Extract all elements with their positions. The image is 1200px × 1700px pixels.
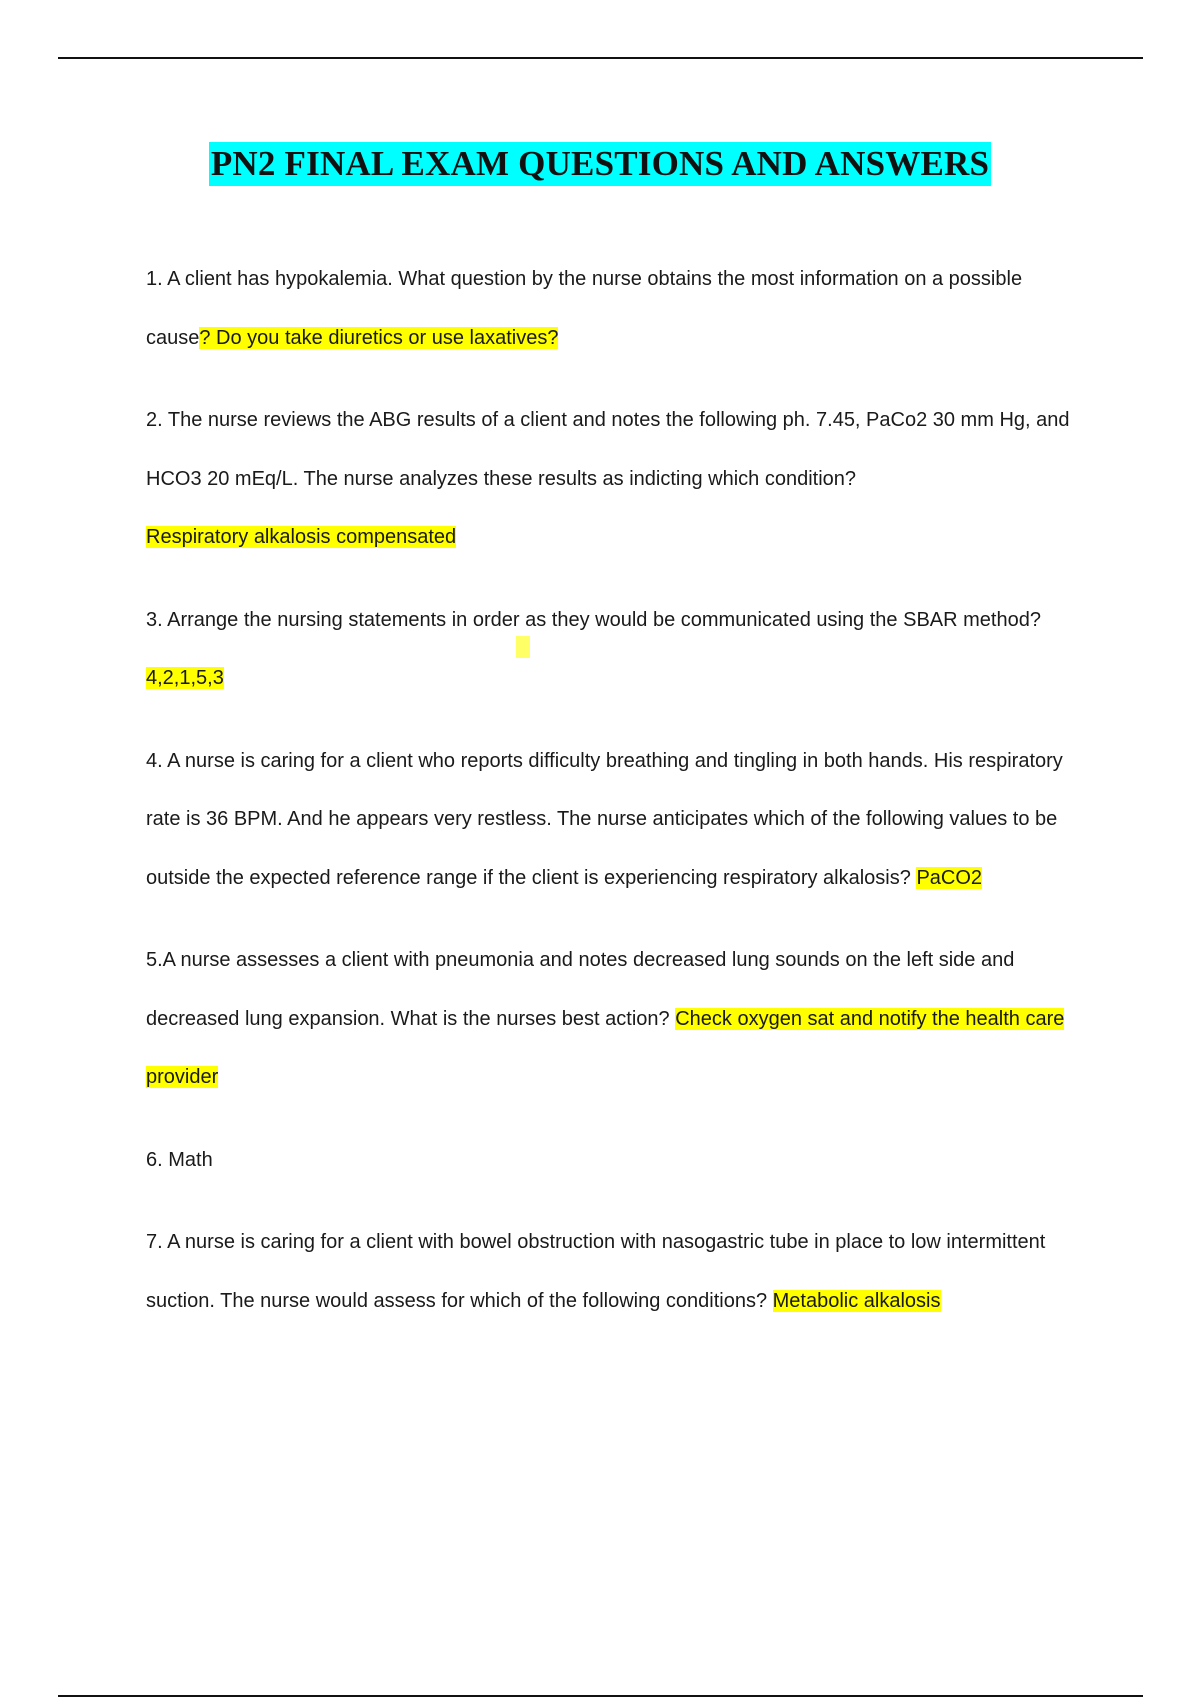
question-5-answer: Check oxygen sat and notify the health care provider	[146, 1007, 1065, 1088]
document-title: PN2 FINAL EXAM QUESTIONS AND ANSWERS	[209, 142, 991, 186]
question-1-text: 1. A client has hypokalemia. What question by the nurse obtains the most information on a possible cause	[146, 268, 1023, 349]
question-5	[146, 931, 1086, 1107]
question-4-answer: PaCO2	[916, 866, 983, 889]
question-3-text: 3. Arrange the nursing statements in order as they would be communicated using the SBAR method?	[146, 608, 1041, 631]
header-rule	[58, 57, 1143, 59]
question-2-answer: Respiratory alkalosis compensated	[146, 526, 457, 548]
question-6-text: 6. Math	[146, 1148, 213, 1171]
question-4	[146, 732, 1086, 908]
question-5-text: 5.A nurse assesses a client with pneumonia and notes decreased lung sounds on the left side and decreased lung expansion. What is the nurses best action?	[146, 949, 1015, 1030]
highlight-mark	[516, 636, 530, 658]
question-6	[146, 1131, 1086, 1190]
question-7	[146, 1213, 1086, 1330]
title-block	[0, 142, 1200, 186]
question-1	[146, 250, 1086, 367]
question-7-answer: Metabolic alkalosis	[772, 1289, 941, 1312]
question-2	[146, 391, 1086, 567]
question-3-answer: 4,2,1,5,3	[146, 667, 224, 689]
question-2-text: 2. The nurse reviews the ABG results of a client and notes the following ph. 7.45, PaCo2 30 mm Hg, and HCO3 20 mEq/L. The nurse analyzes these results as indicting which condition?	[146, 409, 1070, 490]
footer-rule	[58, 1695, 1143, 1697]
question-7-text: 7. A nurse is caring for a client with bowel obstruction with nasogastric tube in place to low intermittent suction. The nurse would assess for which of the following conditions?	[146, 1231, 1046, 1312]
question-list	[146, 250, 1086, 1354]
question-1-answer: ? Do you take diuretics or use laxatives?	[199, 326, 559, 349]
question-4-text: 4. A nurse is caring for a client who reports difficulty breathing and tingling in both hands. His respiratory rate is 36 BPM. And he appears very restless. The nurse anticipates which of the following values to be outside the expected reference range if the client is experiencing respiratory alkalosis?	[146, 749, 1063, 889]
question-3	[146, 591, 1086, 708]
